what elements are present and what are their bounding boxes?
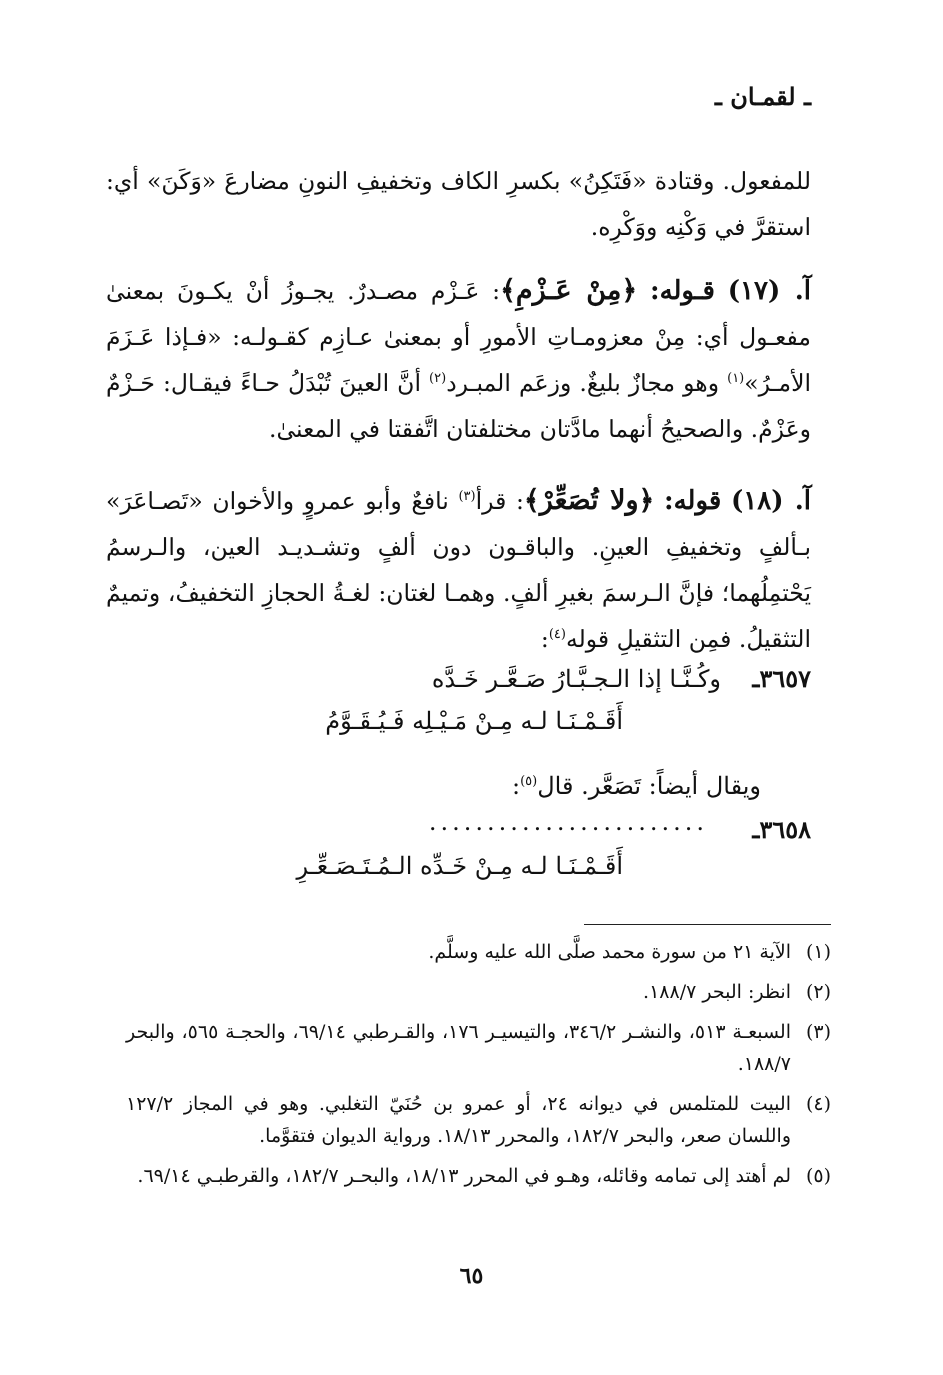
also-said-line [512, 768, 761, 804]
footnotes [126, 936, 831, 1200]
footnote-text: السبعـة ٥١٣، والنشـر ٣٤٦/٢، والتيسيـر ١٧٦، والقـرطبي ٦٩/١٤، والحجـة ٥٦٥، والبحر ١٨٨/٧. [126, 1021, 792, 1075]
footnote-number: (٣) [805, 1021, 831, 1043]
footnote-ref-5[interactable]: (٥) [520, 774, 538, 789]
section-18-paragraph [106, 478, 811, 662]
footnote-text: لم أهتد إلى تمامه وقائله، وهـو في المحرر ١٨/١٣، والبحـر ١٨٢/٧، والقرطبـي ٦٩/١٤. [137, 1165, 791, 1187]
section-17-body-a: : عَـزْم مصـدرٌ. يجـوزُ أنْ يكـونَ بمعنىٰ مفعـول أي: مِنْ معزومـاتِ الأمورِ أو بمعنىٰ عـازِم كقـولـه: «فـإذا عَـزَمَ الأمـرُ» [106, 277, 811, 397]
footnote-2 [126, 976, 831, 1008]
section-17-marker: آ. (١٧) [727, 276, 811, 306]
footnote-ref-2[interactable]: (٢) [429, 371, 447, 387]
footnote-number: (٥) [805, 1165, 831, 1187]
section-17-paragraph [106, 268, 811, 452]
verse-3658-number: ٣٦٥٨ـ [752, 815, 811, 844]
running-header: ـ لقمـان ـ [714, 82, 811, 111]
section-17-body-c: أنَّ العينَ تُبْدَلُ حـاءً فيقـال: حَـزْمٌ وعَزْمٌ. والصحيحُ أنهما مادَّتان مختلفتان اتَّفقتا في المعنىٰ. [106, 369, 811, 443]
footnote-1 [126, 936, 831, 968]
footnote-ref-4[interactable]: (٤) [548, 627, 566, 643]
verse-3658-missing-hemistich: ........................ [428, 808, 708, 836]
footnote-3 [126, 1016, 831, 1080]
footnote-number: (١) [805, 941, 831, 963]
section-17-body-b: وهو مجازٌ بليغٌ. وزعَم المبـرد [446, 369, 728, 397]
also-said-colon: : [511, 772, 521, 800]
section-18-body-b: نافعٌ وأبو عمروٍ والأخوان «تَصـاعَرَ» بـألفٍ وتخفيفِ العينِ. والباقـون دون ألفٍ وتشـديـد العين، والـرسمُ يَحْتمِلُهما؛ فإنَّ الـرسمَ بغيرِ ألفٍ. وهمـا لغتان: لغـةُ الحجازِ التخفيفُ، وتميمٌ التثقيلُ. فمِن التثقيلِ قوله [106, 487, 811, 653]
section-17-quote: ﴿مِنْ عَـزْمِ﴾ [500, 275, 638, 306]
footnote-text: الآية ٢١ من سورة محمد صلَّى الله عليه وسلَّم. [428, 941, 791, 963]
verse-3657-number: ٣٦٥٧ـ [752, 664, 811, 693]
footnote-ref-1[interactable]: (١) [727, 371, 745, 387]
footnote-text: انظر: البحر ١٨٨/٧. [643, 981, 791, 1003]
verse-3658-hemistich-2: أَقَـمْـنَـا لـه مِـنْ خَـدِّه الـمُـتَـصَـعِّـرِ [296, 852, 623, 880]
section-18-body-c: : [540, 625, 549, 653]
page-number: ٦٥ [459, 1263, 484, 1289]
footnote-5 [126, 1160, 831, 1192]
footnote-4 [126, 1088, 831, 1152]
section-18-label: قوله: [663, 486, 722, 516]
section-18-marker: آ. (١٨) [730, 486, 811, 516]
footnote-number: (٤) [805, 1093, 831, 1115]
footnote-divider [584, 924, 831, 925]
section-18 [106, 478, 811, 662]
footnote-text: البيت للمتلمس في ديوانه ٢٤، أو عمرو بن حُنَيّ التغلبي. وهو في المجاز ١٢٧/٢ واللسان صعر، والبحر ١٨٢/٧، والمحرر ١٨/١٣. ورواية الديوان فتقوَّما. [126, 1093, 791, 1147]
verse-3657-hemistich-2: أَقَـمْـنَـا لـه مِـنْ مَـيْـلِه فَـيُـقَـوَّمُ [325, 707, 623, 735]
section-17-label: قـوله: [649, 276, 715, 306]
intro-paragraph [106, 158, 811, 250]
intro-text: للمفعول. وقتادة «فَتَكِنُ» بكسرِ الكاف وتخفيفِ النونِ مضارعَ «وَكَنَ» أي: استقرَّ في وَكْنِه ووَكْرِه. [106, 167, 811, 241]
section-17 [106, 268, 811, 452]
footnote-ref-3[interactable]: (٣) [458, 489, 476, 505]
also-said-text: ويقال أيضاً: تَصَعَّر. قال [537, 772, 761, 800]
footnote-number: (٢) [805, 981, 831, 1003]
verse-3657-hemistich-1: وكُـنَّـا إذا الـجـبَّـارُ صَـعَّـر خَـدَّه [431, 665, 721, 693]
section-18-quote: ﴿ولا تُصَعِّرْ﴾ [523, 485, 655, 516]
section-18-body-a: : قرأ [475, 487, 524, 515]
